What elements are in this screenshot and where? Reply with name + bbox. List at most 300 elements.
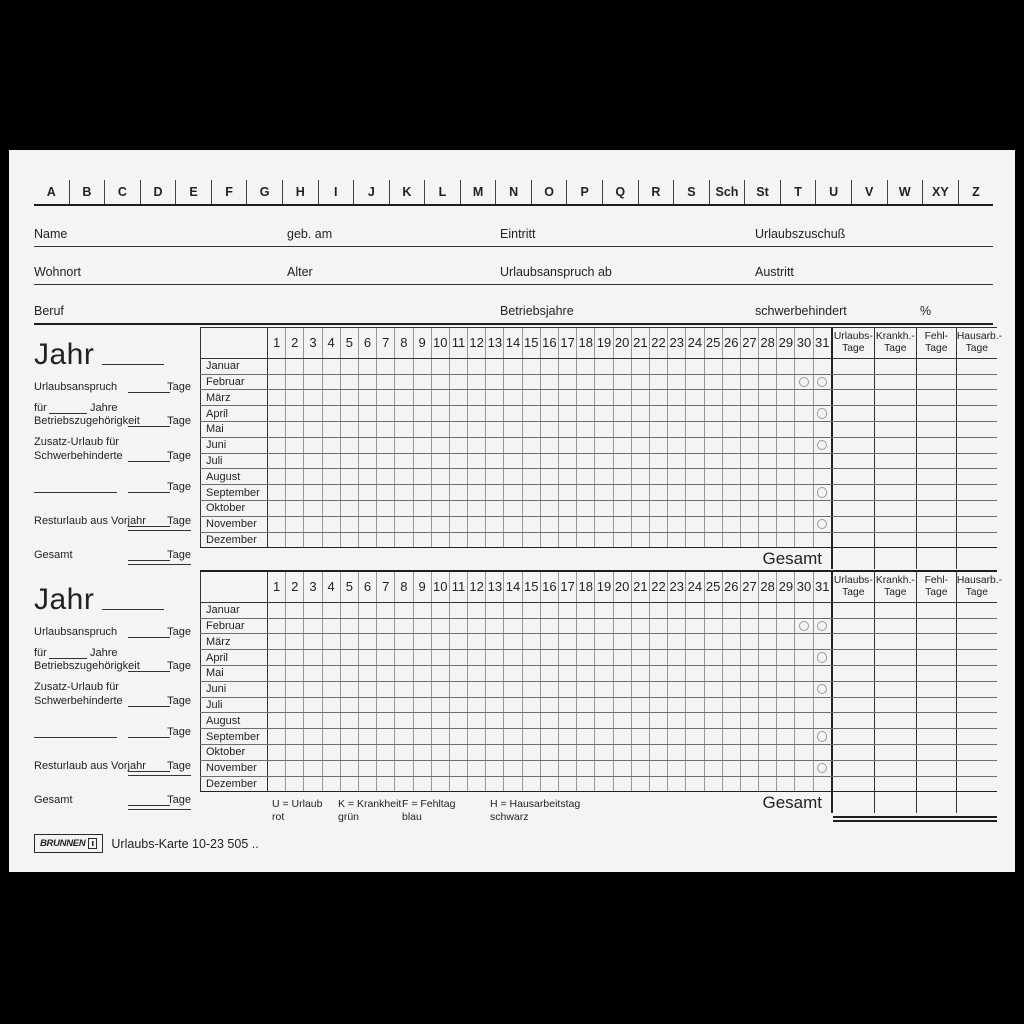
summary-cell (957, 650, 997, 665)
summary-cell (833, 517, 875, 532)
day-cell (650, 390, 668, 405)
day-cell (614, 777, 632, 792)
day-cell (705, 390, 723, 405)
field-row-2 (34, 258, 993, 285)
day-cell (650, 485, 668, 500)
day-header-18: 18 (577, 328, 595, 358)
day-header-29: 29 (777, 328, 795, 358)
day-cell (541, 603, 559, 618)
day-cell (541, 454, 559, 469)
month-label: Mai (200, 666, 268, 681)
day-cell (577, 469, 595, 484)
day-cell (414, 406, 432, 421)
gesamt-summary-cell (833, 792, 875, 813)
day-cell (523, 454, 541, 469)
day-cell (595, 666, 613, 681)
day-cell (523, 533, 541, 548)
day-cell (686, 390, 704, 405)
day-cell (650, 406, 668, 421)
day-cell (814, 619, 833, 634)
day-cell (268, 682, 286, 697)
day-cell (414, 485, 432, 500)
day-header-3: 3 (304, 572, 322, 602)
field-label-alter: Alter (287, 265, 313, 279)
day-cell (723, 729, 741, 744)
day-cell (577, 375, 595, 390)
day-cell (468, 713, 486, 728)
fill-in-blank (128, 416, 170, 427)
day-cell (486, 650, 504, 665)
day-cell (541, 422, 559, 437)
day-cell (341, 777, 359, 792)
day-header-10: 10 (432, 572, 450, 602)
index-tab-p: P (567, 180, 603, 204)
day-cell (468, 390, 486, 405)
summary-cell (917, 729, 957, 744)
day-cell (450, 501, 468, 516)
index-tab-k: K (390, 180, 426, 204)
tage-label: Tage (167, 760, 191, 772)
day-cell (814, 359, 833, 374)
urlaubsanspruch-label: Urlaubsanspruch (34, 626, 118, 638)
day-cell (541, 359, 559, 374)
day-cell (577, 454, 595, 469)
day-cell (632, 745, 650, 760)
jahre-label: Jahre (90, 647, 118, 659)
day-cell (268, 777, 286, 792)
day-cell (795, 619, 813, 634)
day-cell (759, 745, 777, 760)
day-cell (705, 698, 723, 713)
month-row-juni (200, 682, 997, 698)
sum-double-rule (128, 564, 191, 565)
day-cell (304, 485, 322, 500)
day-cell (614, 422, 632, 437)
custom-entry-blank (34, 482, 117, 493)
day-cell (814, 634, 833, 649)
day-cell (595, 713, 613, 728)
day-cell (450, 761, 468, 776)
day-cell (686, 745, 704, 760)
day-cell (795, 438, 813, 453)
summary-cell (957, 729, 997, 744)
day-cell (304, 501, 322, 516)
resturlaub-label: Resturlaub aus Vorjahr (34, 515, 146, 527)
day-cell (450, 713, 468, 728)
day-cell (432, 422, 450, 437)
day-cell (286, 698, 304, 713)
day-cell (741, 777, 759, 792)
day-cell (523, 729, 541, 744)
day-header-2: 2 (286, 572, 304, 602)
day-cell (668, 603, 686, 618)
day-cell (377, 406, 395, 421)
day-cell (650, 422, 668, 437)
day-cell (577, 501, 595, 516)
summary-cell (917, 682, 957, 697)
day-cell (559, 761, 577, 776)
summary-cell (875, 454, 917, 469)
day-cell (814, 390, 833, 405)
zusatz-urlaub-label: Zusatz-Urlaub für (34, 436, 119, 448)
day-cell (359, 454, 377, 469)
day-cell (668, 517, 686, 532)
day-cell (577, 650, 595, 665)
day-cell (705, 777, 723, 792)
summary-cell (875, 485, 917, 500)
day-cell (595, 745, 613, 760)
day-cell (414, 745, 432, 760)
day-cell (577, 422, 595, 437)
day-cell (414, 517, 432, 532)
day-cell (614, 682, 632, 697)
index-tab-e: E (176, 180, 212, 204)
day-cell (814, 745, 833, 760)
day-cell (632, 619, 650, 634)
day-cell (814, 485, 833, 500)
summary-header (956, 572, 1003, 602)
day-cell (686, 761, 704, 776)
month-label: September (200, 729, 268, 744)
day-cell (759, 634, 777, 649)
day-cell (304, 761, 322, 776)
day-header-23: 23 (668, 572, 686, 602)
fill-in-blank (128, 661, 170, 672)
day-cell (759, 698, 777, 713)
tage-label: Tage (167, 626, 191, 638)
summary-cell (833, 469, 875, 484)
day-cell (359, 761, 377, 776)
day-cell (723, 469, 741, 484)
day-cell (268, 375, 286, 390)
day-cell (741, 438, 759, 453)
day-cell (705, 666, 723, 681)
index-tab-i: I (319, 180, 355, 204)
day-cell (614, 713, 632, 728)
day-cell (286, 713, 304, 728)
day-cell (323, 469, 341, 484)
day-cell (395, 650, 413, 665)
gesamt-label: Gesamt (200, 548, 833, 569)
day-cell (523, 682, 541, 697)
day-cell (814, 603, 833, 618)
day-cell (686, 533, 704, 548)
day-cell (723, 485, 741, 500)
legend-item-k (338, 798, 401, 824)
day-cell (686, 619, 704, 634)
day-cell (541, 745, 559, 760)
day-cell (468, 517, 486, 532)
day-cell (723, 454, 741, 469)
day-cell (777, 533, 795, 548)
day-cell (268, 533, 286, 548)
day-cell (523, 359, 541, 374)
year-panel-1 (34, 340, 191, 580)
panel-row-schwerbehinderte (34, 693, 191, 707)
day-cell (395, 682, 413, 697)
day-cell (668, 501, 686, 516)
day-cell (541, 390, 559, 405)
day-cell (759, 650, 777, 665)
day-cell (395, 729, 413, 744)
day-cell (323, 603, 341, 618)
index-tab-g: G (247, 180, 283, 204)
day-cell (759, 375, 777, 390)
summary-cell (833, 359, 875, 374)
day-cell (705, 761, 723, 776)
urlaubsanspruch-label: Urlaubsanspruch (34, 381, 118, 393)
day-cell (268, 650, 286, 665)
day-cell (286, 761, 304, 776)
day-cell (759, 422, 777, 437)
summary-cell (875, 682, 917, 697)
day-cell (668, 359, 686, 374)
day-cell (486, 634, 504, 649)
day-cell (432, 485, 450, 500)
day-cell (432, 745, 450, 760)
day-cell (323, 485, 341, 500)
day-cell (577, 406, 595, 421)
day-cell (286, 533, 304, 548)
day-cell (286, 682, 304, 697)
day-header-4: 4 (323, 328, 341, 358)
day-header-27: 27 (741, 328, 759, 358)
day-cell (650, 777, 668, 792)
summary-header-line1: Krankh.- (875, 331, 915, 342)
summary-cell (917, 517, 957, 532)
day-cell (504, 761, 522, 776)
day-cell (395, 666, 413, 681)
day-header-8: 8 (395, 328, 413, 358)
day-cell (450, 485, 468, 500)
day-cell (359, 375, 377, 390)
day-cell (541, 517, 559, 532)
index-tab-u: U (816, 180, 852, 204)
legend-color: rot (272, 811, 285, 823)
day-cell (341, 406, 359, 421)
day-cell (795, 422, 813, 437)
day-cell (723, 390, 741, 405)
day-cell (559, 485, 577, 500)
day-cell (468, 533, 486, 548)
day-cell (814, 698, 833, 713)
no-such-day-circle (817, 519, 828, 530)
day-cell (359, 603, 377, 618)
day-cell (595, 619, 613, 634)
day-header-11: 11 (450, 328, 468, 358)
index-tab-n: N (496, 180, 532, 204)
summary-cell (957, 698, 997, 713)
day-cell (504, 698, 522, 713)
fill-in-blank (128, 516, 170, 527)
day-cell (705, 359, 723, 374)
day-cell (614, 469, 632, 484)
day-cell (450, 533, 468, 548)
day-cell (377, 359, 395, 374)
day-cell (668, 682, 686, 697)
day-cell (814, 713, 833, 728)
summary-cell (917, 745, 957, 760)
zusatz-urlaub-label: Zusatz-Urlaub für (34, 681, 119, 693)
day-cell (741, 406, 759, 421)
day-cell (504, 501, 522, 516)
day-cell (486, 713, 504, 728)
summary-header-line2: Tage (925, 343, 948, 354)
day-cell (650, 650, 668, 665)
day-cell (504, 777, 522, 792)
month-column-header (200, 328, 268, 358)
month-row-februar (200, 375, 997, 391)
day-cell (486, 666, 504, 681)
day-cell (286, 634, 304, 649)
panel-row-gesamt-total (34, 792, 191, 806)
summary-cell (875, 422, 917, 437)
legend-item-f (402, 798, 455, 824)
index-tab-o: O (532, 180, 568, 204)
day-header-22: 22 (650, 572, 668, 602)
day-cell (450, 375, 468, 390)
calendar-grid-1 (200, 327, 1003, 569)
day-cell (359, 634, 377, 649)
month-row-juli (200, 698, 997, 714)
day-cell (559, 501, 577, 516)
day-cell (741, 533, 759, 548)
day-cell (395, 533, 413, 548)
day-cell (705, 438, 723, 453)
day-cell (414, 375, 432, 390)
day-cell (559, 438, 577, 453)
day-cell (523, 390, 541, 405)
day-cell (723, 713, 741, 728)
day-cell (723, 745, 741, 760)
day-cell (632, 777, 650, 792)
summary-header-line1: Fehl- (924, 331, 949, 342)
panel-row-fuer-jahre (34, 645, 191, 659)
day-cell (705, 729, 723, 744)
day-cell (614, 485, 632, 500)
day-cell (705, 469, 723, 484)
day-cell (795, 454, 813, 469)
day-cell (414, 359, 432, 374)
legend-item-h (490, 798, 580, 824)
month-label: November (200, 761, 268, 776)
day-cell (341, 422, 359, 437)
day-cell (741, 650, 759, 665)
day-cell (486, 406, 504, 421)
month-row-november (200, 761, 997, 777)
day-cell (559, 390, 577, 405)
day-cell (323, 761, 341, 776)
day-cell (486, 761, 504, 776)
day-cell (504, 745, 522, 760)
day-cell (286, 729, 304, 744)
day-cell (595, 359, 613, 374)
day-cell (523, 745, 541, 760)
day-cell (323, 634, 341, 649)
day-cell (577, 390, 595, 405)
day-cell (268, 745, 286, 760)
day-cell (632, 713, 650, 728)
day-cell (268, 359, 286, 374)
summary-cell (833, 698, 875, 713)
summary-cell (957, 533, 997, 548)
summary-cell (875, 603, 917, 618)
day-cell (468, 761, 486, 776)
summary-cell (917, 422, 957, 437)
day-cell (395, 359, 413, 374)
day-cell (468, 698, 486, 713)
field-label-geb-am: geb. am (287, 227, 333, 241)
day-cell (468, 438, 486, 453)
day-cell (686, 438, 704, 453)
day-cell (359, 698, 377, 713)
day-cell (304, 406, 322, 421)
day-cell (341, 485, 359, 500)
day-cell (814, 422, 833, 437)
day-cell (486, 682, 504, 697)
summary-header-line2: Tage (965, 343, 988, 354)
day-cell (414, 682, 432, 697)
day-cell (377, 438, 395, 453)
day-cell (504, 469, 522, 484)
day-cell (414, 501, 432, 516)
day-cell (359, 438, 377, 453)
day-cell (432, 501, 450, 516)
jahre-label: Jahre (90, 402, 118, 414)
day-cell (795, 650, 813, 665)
day-header-21: 21 (632, 328, 650, 358)
day-cell (668, 533, 686, 548)
month-row-april (200, 650, 997, 666)
day-cell (650, 501, 668, 516)
day-cell (668, 761, 686, 776)
summary-cell (957, 438, 997, 453)
day-cell (450, 359, 468, 374)
day-cell (614, 729, 632, 744)
day-header-5: 5 (341, 572, 359, 602)
day-header-16: 16 (541, 572, 559, 602)
day-cell (359, 745, 377, 760)
day-cell (741, 634, 759, 649)
day-cell (395, 619, 413, 634)
no-such-day-circle (817, 731, 828, 742)
day-cell (359, 406, 377, 421)
day-cell (304, 745, 322, 760)
summary-header (875, 572, 917, 602)
day-cell (614, 650, 632, 665)
summary-cell (875, 713, 917, 728)
summary-cell (875, 390, 917, 405)
day-cell (286, 469, 304, 484)
summary-cell (875, 469, 917, 484)
day-cell (777, 761, 795, 776)
day-cell (632, 517, 650, 532)
panel-row-schwerbehinderte (34, 448, 191, 462)
day-cell (286, 390, 304, 405)
day-cell (723, 359, 741, 374)
month-row-märz (200, 390, 997, 406)
day-cell (795, 698, 813, 713)
day-cell (814, 729, 833, 744)
day-header-3: 3 (304, 328, 322, 358)
day-cell (814, 454, 833, 469)
day-cell (686, 422, 704, 437)
day-cell (650, 359, 668, 374)
month-label: Juni (200, 682, 268, 697)
summary-cell (833, 390, 875, 405)
day-cell (595, 698, 613, 713)
index-tab-h: H (283, 180, 319, 204)
